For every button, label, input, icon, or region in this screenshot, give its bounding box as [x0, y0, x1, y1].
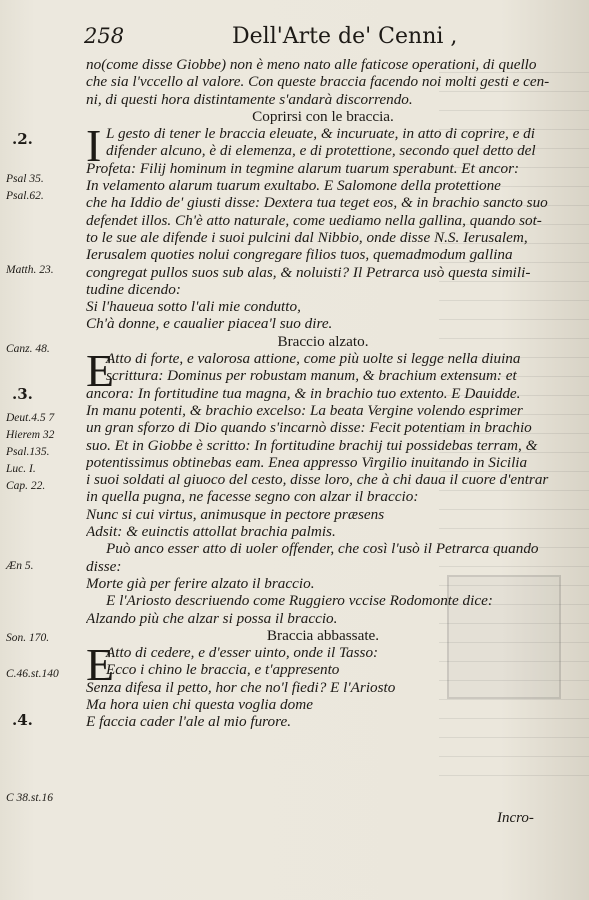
running-title: Dell'Arte de' Cenni , [232, 24, 458, 49]
margin-note: Son. 170. [6, 632, 50, 644]
text-line: i suoi soldati al giuoco del cesto, disse loro, che à chi daua il cuore d'entrar [86, 471, 549, 489]
text-line: Ierusalem quoties nolui congregare filios tuos, quemadmodum gallina [86, 246, 513, 264]
text-line: ancora: In fortitudine tua magna, & in brachio tuo extento. E Dauidde. [86, 384, 521, 402]
text-line: Può anco esser atto di uoler offender, che così l'usò il Petrarca quando [106, 540, 539, 558]
verse-line: Ch'à donne, e caualier piacea'l suo dire. [86, 315, 333, 333]
text-line: congregat pullos suos sub alas, & noluisti? Il Petrarca usò questa simili- [86, 263, 531, 281]
margin-note: Matth. 23. [6, 264, 54, 276]
verse-line: Morte già per ferire alzato il braccio. [86, 574, 315, 592]
verse-line: Senza difesa il petto, hor che no'l fiedi? E l'Ariosto [86, 678, 396, 696]
page-number: 258 [84, 24, 125, 48]
verse-line: Alzando più che alzar si possa il braccio. [86, 609, 338, 627]
catchword: Incro- [497, 810, 534, 826]
text-line: Atto di forte, e valorosa attione, come più uolte si legge nella diuina [106, 350, 521, 368]
text-line: difender alcuno, è di elemenza, e di protettione, secondo quel detto del [106, 142, 536, 160]
body-text [86, 56, 560, 731]
verse-line: Ecco i chino le braccia, e t'appresento [106, 661, 340, 679]
text-line: che sia l'vccello al valore. Con queste braccia facendo noi molti gesti e cen- [86, 73, 550, 91]
margin-note: Æn 5. [6, 560, 34, 572]
margin-note: Deut.4.5 7 [6, 412, 55, 424]
text-line: no(come disse Giobbe) non è meno nato alle faticose operationi, di quello [86, 56, 537, 73]
text-line: potentissimus obtinebas eam. Enea appresso Virgilio inuitando in Sicilia [86, 453, 528, 471]
section-number: .2. [12, 130, 33, 148]
text-line: defendet illos. Ch'è atto naturale, come uediamo nella gallina, quando sot- [86, 211, 542, 229]
section-heading: Coprirsi con le braccia. [252, 107, 394, 125]
text-line: un gran sforzo di Dio quando s'incarnò disse: Fecit potentiam in brachio [86, 419, 532, 437]
margin-note: Luc. I. [6, 463, 36, 475]
section-heading: Braccia abbassate. [266, 626, 380, 644]
section-number: .3. [12, 385, 33, 403]
margin-note: Psal.62. [6, 190, 44, 202]
verse-line: Ma hora uien chi questa voglia dome [86, 695, 313, 713]
text-line: scrittura: Dominus per robustam manum, & brachium extensum: et [106, 367, 517, 385]
verse-line: E faccia cader l'ale al mio furore. [86, 713, 292, 731]
text-line: In velamento alarum tuarum exultabo. E Salomone della protettione [86, 177, 501, 195]
text-line: In manu potenti, & brachio excelso: La beata Vergine volendo esprimer [86, 401, 523, 419]
page-header [84, 18, 544, 52]
drop-cap: E [86, 639, 115, 691]
margin-note: Psal.135. [6, 446, 50, 458]
text-line: ni, di questi hora distintamente s'andarà discorrendo. [86, 90, 413, 108]
margin-note: C 38.st.16 [6, 792, 53, 804]
text-line: L gesto di tener le braccia eleuate, & incuruate, in atto di coprire, e di [106, 125, 535, 143]
text-line: to le sue ale difende i suoi pulcini dal Nibbio, onde disse N.S. Ierusalem, [86, 228, 528, 246]
section-heading: Braccio alzato. [277, 332, 369, 350]
text-line: E l'Ariosto descriuendo come Ruggiero vccise Rodomonte dice: [106, 592, 493, 610]
verse-line: Nunc si cui virtus, animusque in pectore præsens [86, 505, 385, 523]
text-line: suo. Et in Giobbe è scritto: In fortitudine brachij tui possidebas terram, & [86, 436, 538, 454]
margin-note: Psal 35. [6, 173, 44, 185]
margin-note: Hierem 32 [6, 429, 55, 441]
drop-cap: I [86, 120, 102, 172]
margin-note: Cap. 22. [6, 480, 46, 492]
text-line: Profeta: Filij hominum in tegmine alarum tuarum sperabunt. Et ancor: [86, 159, 520, 177]
text-line: disse: [86, 557, 122, 575]
text-line: tudine dicendo: [86, 280, 181, 298]
margin-note: C.46.st.140 [6, 668, 59, 680]
drop-cap: E [86, 345, 115, 397]
verse-line: Si l'haueua sotto l'ali mie condutto, [86, 298, 301, 316]
verse-line: Adsit: & euinctis attollat brachia palmis. [86, 523, 336, 541]
text-line: che ha Iddio de' giusti disse: Dextera tua teget eos, & in brachio sancto suo [86, 194, 548, 212]
text-line: Atto di cedere, e d'esser uinto, onde il Tasso: [106, 644, 379, 662]
margin-note: Canz. 48. [6, 343, 50, 355]
section-number: .4. [12, 711, 33, 729]
text-line: in quella pugna, ne facesse segno con alzar il braccio: [86, 488, 419, 506]
